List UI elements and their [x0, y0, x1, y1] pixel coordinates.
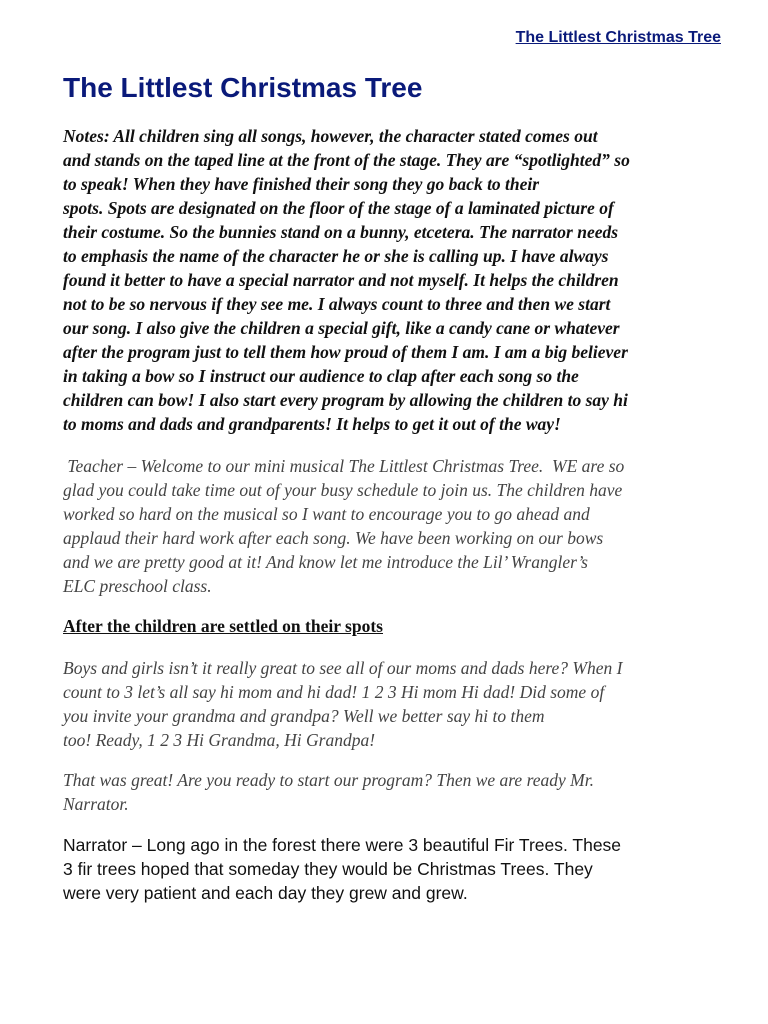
notes-line: to speak! When they have finished their song they go back to their — [63, 174, 540, 194]
ready-line: That was great! Are you ready to start our program? Then we are ready Mr. — [63, 770, 594, 790]
teacher-line: Teacher – Welcome to our mini musical The Littlest Christmas Tree. WE are so — [63, 456, 625, 476]
narrator-paragraph — [63, 833, 723, 905]
teacher-line: worked so hard on the musical so I want to encourage you to go ahead and — [63, 504, 590, 524]
greeting-line: Boys and girls isn’t it really great to see all of our moms and dads here? When I — [63, 658, 623, 678]
teacher-line: ELC preschool class. — [63, 576, 212, 596]
greeting-line: you invite your grandma and grandpa? Well we better say hi to them — [63, 706, 545, 726]
section-subheading: After the children are settled on their spots — [63, 616, 383, 636]
teacher-line: glad you could take time out of your busy schedule to join us. The children have — [63, 480, 623, 500]
notes-line: found it better to have a special narrator and not myself. It helps the children — [63, 270, 619, 290]
notes-line: Notes: All children sing all songs, however, the character stated comes out — [63, 126, 598, 146]
notes-line: children can bow! I also start every program by allowing the children to say hi — [63, 390, 628, 410]
running-header-link[interactable]: The Littlest Christmas Tree — [515, 29, 721, 46]
teacher-line: and we are pretty good at it! And know let me introduce the Lil’ Wrangler’s — [63, 552, 588, 572]
notes-line: our song. I also give the children a special gift, like a candy cane or whatever — [63, 318, 620, 338]
teacher-paragraph — [63, 454, 723, 598]
notes-paragraph — [63, 124, 723, 436]
narrator-line: were very patient and each day they grew and grew. — [63, 883, 468, 903]
teacher-line: applaud their hard work after each song. We have been working on our bows — [63, 528, 604, 548]
greeting-line: too! Ready, 1 2 3 Hi Grandma, Hi Grandpa! — [63, 730, 376, 750]
notes-line: to moms and dads and grandparents! It helps to get it out of the way! — [63, 414, 561, 434]
narrator-line: Narrator – Long ago in the forest there were 3 beautiful Fir Trees. These — [63, 835, 622, 855]
notes-line: spots. Spots are designated on the floor of the stage of a laminated picture of — [63, 198, 614, 218]
notes-line: their costume. So the bunnies stand on a bunny, etcetera. The narrator needs — [63, 222, 619, 242]
notes-line: and stands on the taped line at the front of the stage. They are “spotlighted” so — [63, 150, 630, 170]
notes-line: in taking a bow so I instruct our audience to clap after each song so the — [63, 366, 579, 386]
document-title: The Littlest Christmas Tree — [63, 72, 423, 103]
notes-line: to emphasis the name of the character he or she is calling up. I have always — [63, 246, 609, 266]
ready-paragraph — [63, 768, 723, 816]
ready-line: Narrator. — [63, 794, 129, 814]
narrator-line: 3 fir trees hoped that someday they would be Christmas Trees. They — [63, 859, 593, 879]
notes-line: after the program just to tell them how proud of them I am. I am a big believer — [63, 342, 628, 362]
greeting-paragraph — [63, 656, 723, 752]
greeting-line: count to 3 let’s all say hi mom and hi dad! 1 2 3 Hi mom Hi dad! Did some of — [63, 682, 605, 702]
notes-line: not to be so nervous if they see me. I always count to three and then we start — [63, 294, 611, 314]
